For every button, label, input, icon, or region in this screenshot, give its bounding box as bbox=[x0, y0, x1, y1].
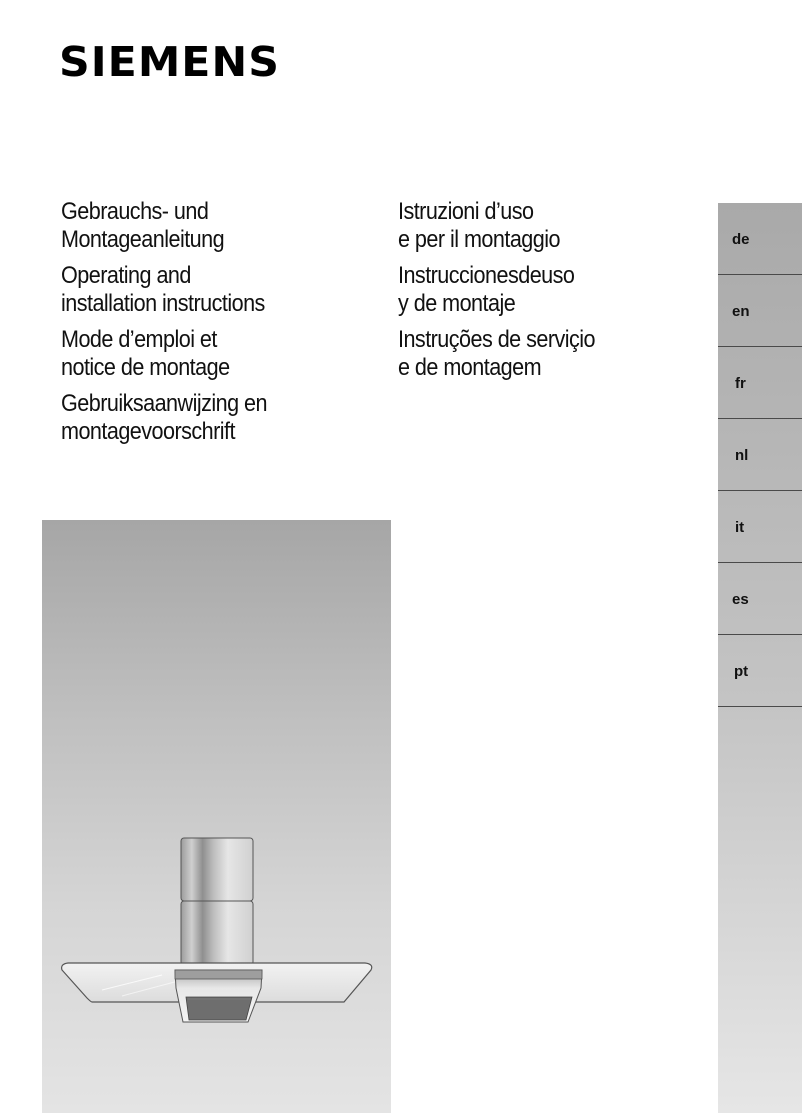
title-line: y de montaje bbox=[398, 290, 516, 317]
tab-es[interactable] bbox=[718, 563, 802, 635]
tab-en[interactable] bbox=[718, 275, 802, 347]
title-nl bbox=[61, 390, 267, 446]
tab-label: nl bbox=[735, 447, 749, 464]
title-line: Gebrauchs- und bbox=[61, 198, 209, 225]
title-column-right bbox=[398, 198, 617, 390]
tab-nl[interactable] bbox=[718, 419, 802, 491]
tab-it[interactable] bbox=[718, 491, 802, 563]
tab-label: es bbox=[732, 591, 749, 608]
title-line: e de montagem bbox=[398, 354, 542, 381]
title-it bbox=[398, 198, 595, 254]
title-line: Operating and bbox=[61, 262, 191, 289]
title-line: notice de montage bbox=[61, 354, 230, 381]
tab-fr[interactable] bbox=[718, 347, 802, 419]
title-line: Mode d’emploi et bbox=[61, 326, 217, 353]
tab-label: it bbox=[735, 519, 745, 536]
tab-label: de bbox=[732, 231, 750, 248]
title-pt bbox=[398, 326, 595, 382]
siemens-logo: SIEMENS bbox=[59, 38, 280, 86]
tab-label: fr bbox=[735, 375, 746, 392]
tab-pt[interactable] bbox=[718, 635, 802, 707]
title-line: e per il montaggio bbox=[398, 226, 560, 253]
title-es bbox=[398, 262, 595, 318]
title-line: Instruções de serviçio bbox=[398, 326, 596, 353]
chimney-cooker-hood-icon bbox=[42, 520, 391, 1113]
title-line: Instruccionesdeuso bbox=[398, 262, 575, 289]
title-line: Istruzioni d’uso bbox=[398, 198, 534, 225]
title-line: installation instructions bbox=[61, 290, 265, 317]
product-illustration-panel bbox=[42, 520, 391, 1113]
title-column-left bbox=[61, 198, 290, 454]
title-en bbox=[61, 262, 267, 318]
tab-label: en bbox=[732, 303, 750, 320]
language-tabs bbox=[718, 203, 802, 1113]
title-fr bbox=[61, 326, 267, 382]
tab-label: pt bbox=[734, 663, 749, 680]
tab-de[interactable] bbox=[718, 203, 802, 275]
title-de bbox=[61, 198, 267, 254]
title-line: Gebruiksaanwijzing en bbox=[61, 390, 267, 417]
title-line: Montageanleitung bbox=[61, 226, 225, 253]
title-line: montagevoorschrift bbox=[61, 418, 235, 445]
